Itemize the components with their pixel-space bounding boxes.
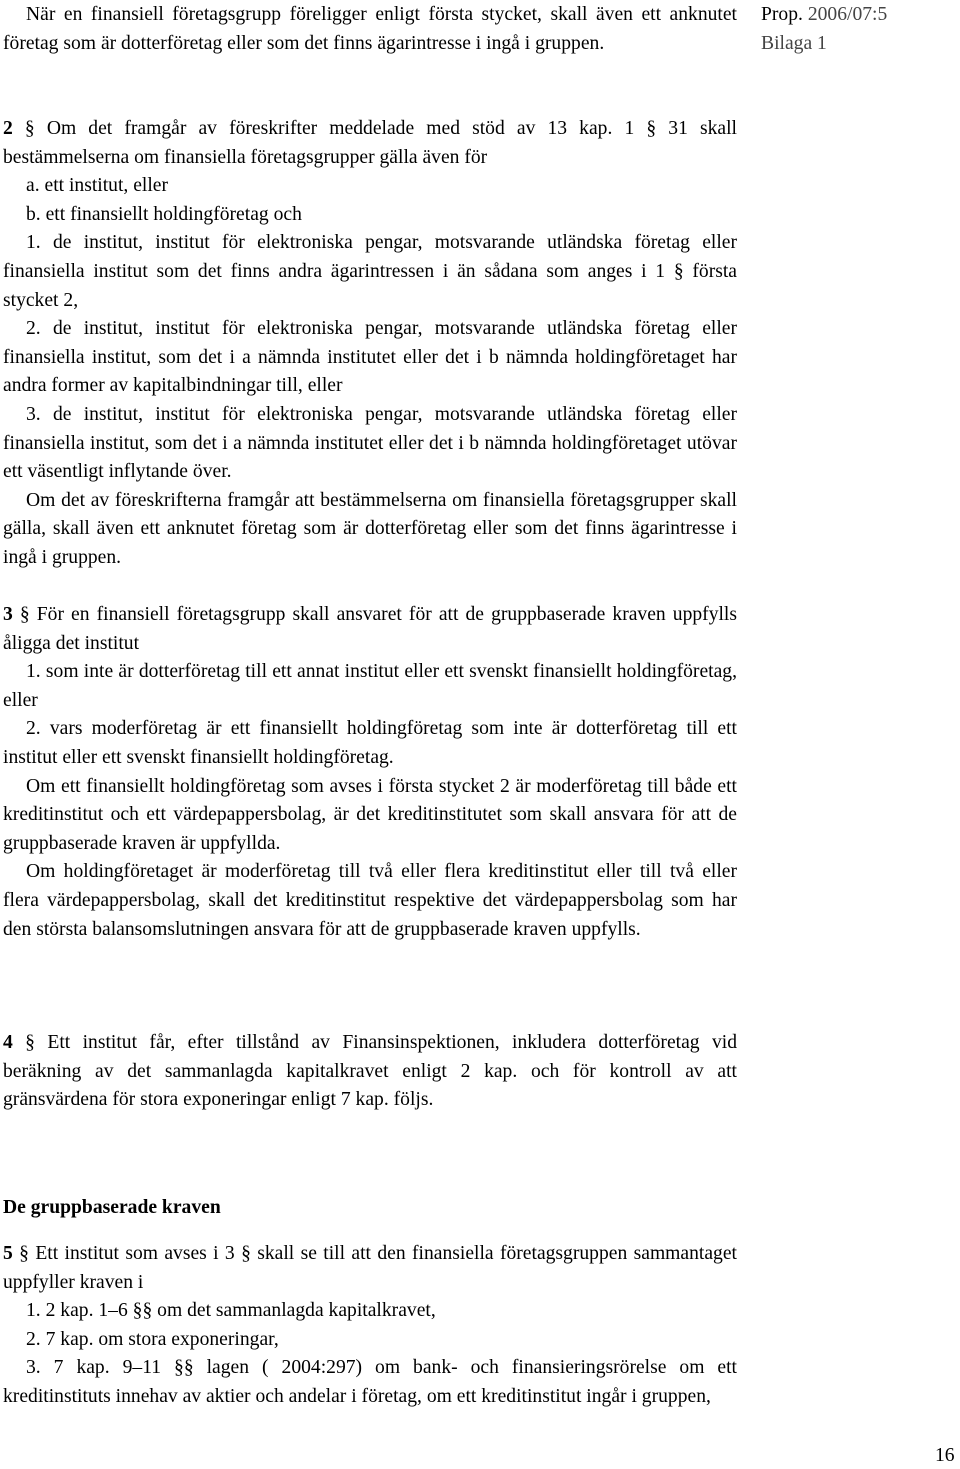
page-number: 16 [935, 1445, 955, 1466]
list-item: 2. vars moderföretag är ett finansiellt holdingföretag som inte är dotterföretag till ett institut eller ett svenskt finansiellt holdingföretag. [3, 718, 737, 768]
section-sign: § [12, 1243, 36, 1264]
section-body-text: Ett institut får, efter tillstånd av Finansinspektionen, inkludera dotterföretag vid beräkning av det sammanlagda kapitalkravet enligt 2 kap. och för kontroll av att gränsvärdena för stora exponeringar enligt 7 kap. följs. [3, 1032, 738, 1111]
intro-block [3, 1, 737, 58]
list-item: 1. de institut, institut för elektroniska pengar, motsvarande utländska företag eller finansiella institut som det finns andra ägarintressen i än sådana som anges i 1 § första stycket 2, [3, 232, 737, 311]
section-lead-text: För en finansiell företagsgrupp skall ansvaret för att de gruppbaserade kraven uppfylls åligga det institut [3, 604, 738, 654]
section-5 [3, 1240, 737, 1412]
section-heading: De gruppbaserade kraven [3, 1197, 221, 1218]
section-sign: § [12, 118, 47, 139]
section-lead-text: Ett institut som avses i 3 § skall se till att den finansiella företagsgruppen sammantaget uppfyller kraven i [3, 1243, 737, 1293]
section-number: 5 [3, 1243, 13, 1264]
section-3-lead [3, 601, 737, 658]
section-2 [3, 115, 737, 573]
margin-reference [761, 1, 887, 58]
heading-block [3, 1194, 737, 1223]
section-lead-text: Om det framgår av föreskrifter meddelade med stöd av 13 kap. 1 § 31 skall bestämmelserna om finansiella företagsgrupper gälla även för [3, 118, 737, 168]
section-2-closing: Om det av föreskrifterna framgår att bestämmelserna om finansiella företagsgrupper skall gälla, skall även ett anknutet företag som är dotterföretag eller som det finns ägarintresse i ingå i gruppen. [3, 489, 737, 568]
list-item: a. ett institut, eller [26, 175, 169, 197]
section-number: 4 [3, 1032, 13, 1053]
intro-paragraph: När en finansiell företagsgrupp föreligger enligt första stycket, skall även ett anknutet företag som är dotterföretag eller som det finns ägarintresse i ingå i gruppen. [3, 4, 737, 54]
list-item: 2. de institut, institut för elektroniska pengar, motsvarande utländska företag eller finansiella institut, som det i a nämnda institutet eller det i b nämnda holdingföretaget har andra former av kapitalbindningar till, eller [3, 318, 737, 397]
section-3-paragraph: Om ett finansiellt holdingföretag som avses i första stycket 2 är moderföretag till både ett kreditinstitut och ett värdepappersbolag, är det kreditinstitutet som skall ansvara för att de gruppbaserade kraven är uppfyllda. [3, 775, 737, 854]
section-3 [3, 601, 737, 944]
list-item: b. ett finansiellt holdingföretag och [26, 203, 302, 225]
section-number: 3 [3, 604, 13, 625]
section-sign: § [12, 1032, 48, 1053]
list-item: 3. 7 kap. 9–11 §§ lagen ( 2004:297) om bank- och finansieringsrörelse om ett kreditinstituts innehav av aktier och andelar i företag, om ett kreditinstitut ingår i gruppen, [3, 1357, 737, 1407]
list-item: 3. de institut, institut för elektroniska pengar, motsvarande utländska företag eller finansiella institut, som det i a nämnda institutet eller det i b nämnda holdingföretaget utövar ett väsentligt inflytande över. [3, 403, 737, 483]
section-4 [3, 1029, 737, 1115]
proposition-label: Prop. [761, 4, 808, 25]
section-3-paragraph: Om holdingföretaget är moderföretag till två eller flera kreditinstitut eller till två eller flera värdepappersbolag, skall det kreditinstitut respektive det värdepappersbolag som har den största balansomslutningen ansvara för att de gruppbaserade kraven uppfylls. [3, 861, 737, 940]
section-4-text [3, 1029, 737, 1115]
annex-label: Bilaga 1 [761, 32, 827, 54]
section-number: 2 [3, 118, 13, 139]
section-5-lead [3, 1240, 737, 1297]
proposition-number: 2006/07:5 [807, 4, 888, 25]
list-item: 1. 2 kap. 1–6 §§ om det sammanlagda kapitalkravet, [26, 1300, 436, 1322]
section-2-lead [3, 115, 737, 172]
list-item: 1. som inte är dotterföretag till ett annat institut eller ett svenskt finansiellt holdingföretag, eller [3, 661, 737, 711]
proposition-reference [761, 1, 887, 30]
list-item: 2. 7 kap. om stora exponeringar, [26, 1328, 279, 1350]
section-sign: § [12, 604, 37, 625]
